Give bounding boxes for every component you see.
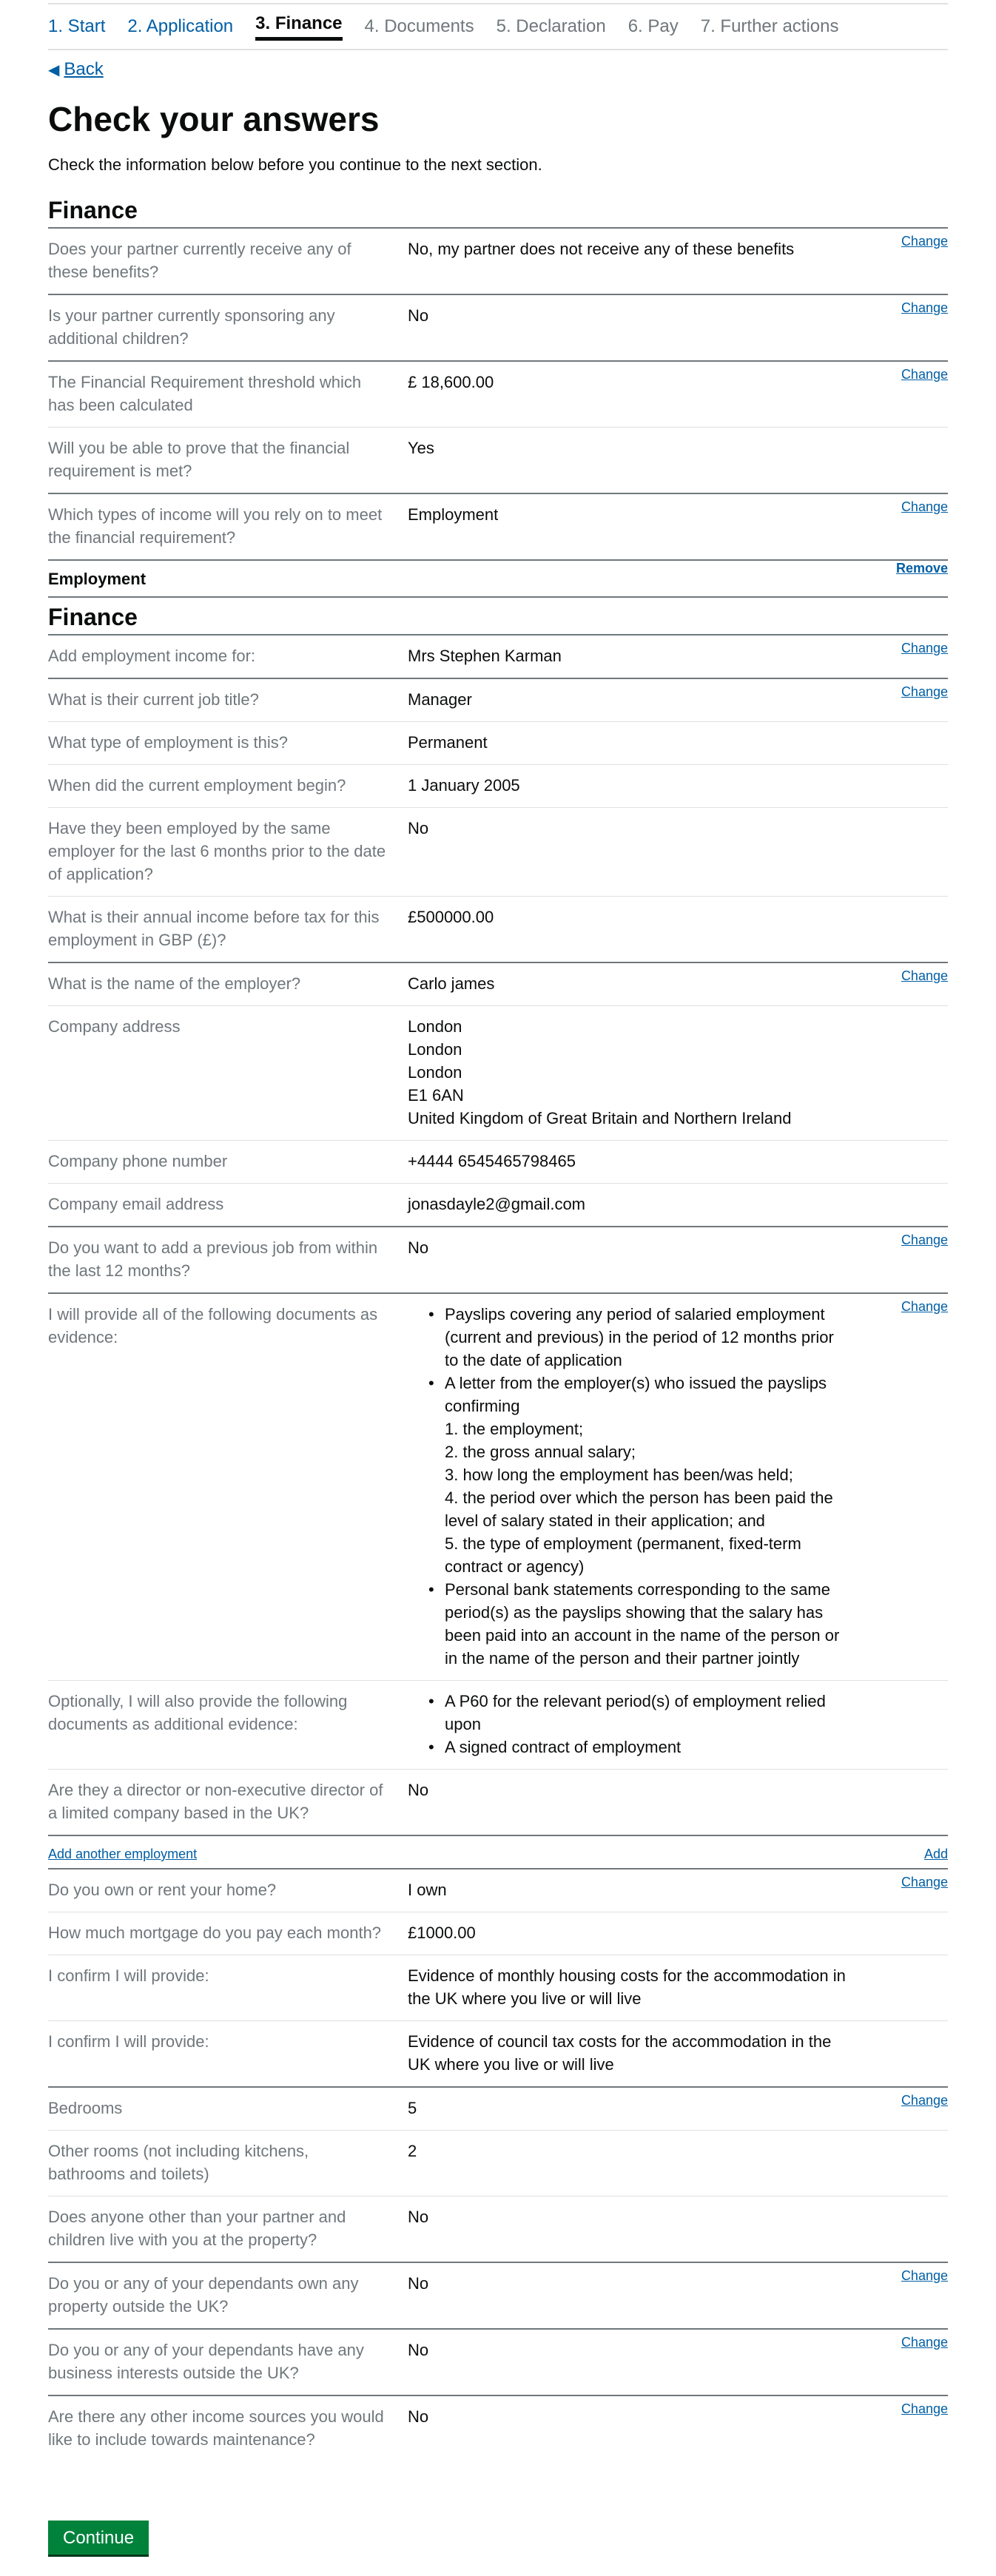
answer-value: No [408,2208,429,2226]
question-label: I confirm I will provide: [48,2032,209,2051]
add-employment-row [48,1836,948,1869]
evidence-employer-letter [425,1372,847,1578]
question-label: Do you or any of your dependants own any property outside the UK? [48,2274,359,2316]
change-link[interactable]: Change [901,1299,948,1314]
answer-value: Permanent [408,733,488,752]
question-label: Optionally, I will also provide the following documents as additional evidence: [48,1692,348,1733]
question-label: Other rooms (not including kitchens, bathrooms and toilets) [48,2142,309,2183]
letter-item: 2. the gross annual salary; [445,1443,636,1461]
answer-row-housing-evidence [48,1955,948,2021]
question-label: Does anyone other than your partner and children live with you at the property? [48,2208,346,2249]
answer-row-employment-type [48,722,948,765]
answer-row-own-or-rent [48,1869,948,1912]
section-title-finance-employment: Finance [48,604,948,635]
answer-row-prove-requirement [48,428,948,494]
question-label: Bedrooms [48,2099,123,2117]
answer-value: Mrs Stephen Karman [408,647,562,665]
address-postcode: E1 6AN [408,1086,464,1105]
answer-row-employment-start [48,765,948,808]
question-label: When did the current employment begin? [48,776,346,795]
evidence-list-container [408,1303,847,1670]
step-documents: 4. Documents [364,16,474,36]
question-label: What is the name of the employer? [48,974,301,993]
evidence-employer-letter-text: • A letter from the employer(s) who issued the payslips confirming [445,1374,827,1415]
answer-row-partner-benefits [48,229,948,295]
question-label: Company email address [48,1195,224,1213]
question-label: The Financial Requirement threshold which has been calculated [48,373,362,414]
answer-value: No [408,1781,429,1799]
answer-row-mortgage [48,1912,948,1955]
step-declaration: 5. Declaration [496,16,606,36]
answer-value: £ 18,600.00 [408,373,494,391]
answer-value: Employment [408,505,499,524]
letter-item: 3. how long the employment has been/was held; [445,1466,793,1484]
question-label: How much mortgage do you pay each month? [48,1923,382,1942]
question-label: Which types of income will you rely on to meet the financial requirement? [48,505,383,547]
answer-row-company-email [48,1184,948,1227]
additional-evidence-list [408,1690,847,1759]
answer-value: I own [408,1881,447,1899]
answer-value: No [408,306,429,325]
employment-heading-row [48,561,948,598]
progress-steps [48,4,948,50]
answer-value: No [408,819,429,837]
answer-row-other-income [48,2396,948,2461]
question-label: Company address [48,1017,181,1036]
remove-link[interactable]: Remove [895,561,948,576]
answer-row-bedrooms [48,2088,948,2131]
question-label: Have they been employed by the same employer for the last 6 months prior to the date of application? [48,819,386,883]
answer-value: 1 January 2005 [408,776,520,795]
evidence-list [408,1303,847,1670]
page-title: Check your answers [48,100,380,138]
letter-item: 4. the period over which the person has been paid the level of salary stated in their application; and [445,1488,833,1530]
change-link[interactable]: Change [901,641,948,655]
page-container [48,0,948,2555]
question-label: Does your partner currently receive any of these benefits? [48,240,351,281]
question-label: I will provide all of the following documents as evidence: [48,1305,378,1346]
answer-value: Evidence of council tax costs for the accommodation in the UK where you live or will live [408,2032,832,2074]
change-link[interactable]: Change [901,684,948,699]
question-label: Are there any other income sources you would like to include towards maintenance? [48,2407,384,2449]
answer-value: Yes [408,439,434,457]
change-link[interactable]: Change [901,2335,948,2350]
change-link[interactable]: Change [901,2093,948,2108]
answer-row-property-outside-uk [48,2263,948,2330]
change-link[interactable]: Change [901,367,948,382]
answer-value: £1000.00 [408,1923,476,1942]
change-link[interactable]: Change [901,300,948,315]
answer-row-others-living [48,2196,948,2263]
answer-row-business-outside-uk [48,2330,948,2396]
address-country: United Kingdom of Great Britain and Northern Ireland [408,1109,792,1127]
question-label: Company phone number [48,1152,228,1170]
additional-evidence-container [408,1690,847,1759]
question-label: What type of employment is this? [48,733,289,752]
step-further-actions: 7. Further actions [700,16,839,36]
step-pay: 6. Pay [627,16,679,36]
answer-row-job-title [48,679,948,722]
triangle-left-icon: ◀ [48,61,60,78]
answer-row-employer-name [48,963,948,1006]
add-link[interactable]: Add [923,1847,948,1861]
question-label: Do you want to add a previous job from within the last 12 months? [48,1238,378,1280]
address-line: London [408,1040,462,1059]
answer-value: jonasdayle2@gmail.com [408,1195,586,1213]
answer-row-other-rooms [48,2131,948,2196]
question-label: What is their annual income before tax for this employment in GBP (£)? [48,908,380,949]
section-title-finance: Finance [48,197,948,229]
change-link[interactable]: Change [901,234,948,249]
add-another-employment-link[interactable]: Add another employment [48,1847,198,1861]
answer-value: No [408,2274,429,2293]
change-link[interactable]: Change [901,1875,948,1889]
answer-value: No [408,1238,429,1257]
step-application[interactable]: 2. Application [127,16,234,36]
change-link[interactable]: Change [901,968,948,983]
answer-row-threshold [48,362,948,428]
question-label: Do you own or rent your home? [48,1881,277,1899]
answer-row-previous-job [48,1227,948,1294]
change-link[interactable]: Change [901,1233,948,1247]
answer-row-evidence-documents [48,1294,948,1681]
question-label: I confirm I will provide: [48,1966,209,1985]
address-line: London [408,1063,462,1082]
answer-row-partner-sponsoring [48,295,948,362]
back-link-wrapper[interactable] [48,59,104,80]
answer-value: +4444 6545465798465 [408,1152,576,1170]
intro-text: Check the information below before you continue to the next section. [48,155,542,174]
answer-value: Carlo james [408,974,495,993]
answer-value: 2 [408,2142,417,2160]
answer-value: No [408,2407,429,2426]
answer-value: No [408,2341,429,2359]
question-label: Is your partner currently sponsoring any additional children? [48,306,335,348]
address-value [408,1015,847,1130]
answer-row-company-phone [48,1141,948,1184]
change-link[interactable]: Change [901,2401,948,2416]
back-link[interactable]: Back [64,59,104,79]
evidence-contract: • A signed contract of employment [425,1736,847,1759]
step-start[interactable]: 1. Start [48,16,106,36]
answer-row-additional-evidence [48,1681,948,1770]
answer-row-annual-income [48,897,948,963]
continue-button[interactable]: Continue [48,2521,149,2555]
answer-value: Evidence of monthly housing costs for the accommodation in the UK where you live or will live [408,1966,846,2008]
change-link[interactable]: Change [901,499,948,514]
answer-row-income-types [48,494,948,561]
change-link[interactable]: Change [901,2268,948,2283]
answer-value: 5 [408,2099,417,2117]
answer-value: No, my partner does not receive any of these benefits [408,240,795,258]
address-line: London [408,1017,462,1036]
question-label: Add employment income for: [48,647,256,665]
evidence-payslips: • Payslips covering any period of salaried employment (current and previous) in the period of 12 months prior to the date of application [425,1303,847,1372]
answer-row-same-employer [48,808,948,897]
letter-item: 5. the type of employment (permanent, fixed-term contract or agency) [445,1534,801,1576]
answer-row-employment-income-for [48,635,948,679]
question-label: Will you be able to prove that the financial requirement is met? [48,439,350,480]
answer-row-council-tax-evidence [48,2021,948,2088]
evidence-p60: • A P60 for the relevant period(s) of employment relied upon [425,1690,847,1736]
question-label: Are they a director or non-executive director of a limited company based in the UK? [48,1781,383,1822]
question-label: Do you or any of your dependants have any business interests outside the UK? [48,2341,364,2382]
evidence-bank-statements: • Personal bank statements corresponding to the same period(s) as the payslips showing that the salary has been paid into an account in the name of the person or in the name of the person and their partner jointly [425,1578,847,1670]
answer-row-company-address [48,1006,948,1141]
answer-value: Manager [408,690,472,709]
question-label: What is their current job title? [48,690,259,709]
answer-value: £500000.00 [408,908,494,926]
answer-row-director [48,1770,948,1836]
step-finance: 3. Finance [255,13,342,41]
letter-item: 1. the employment; [445,1420,584,1438]
employment-heading: Employment [48,570,147,588]
